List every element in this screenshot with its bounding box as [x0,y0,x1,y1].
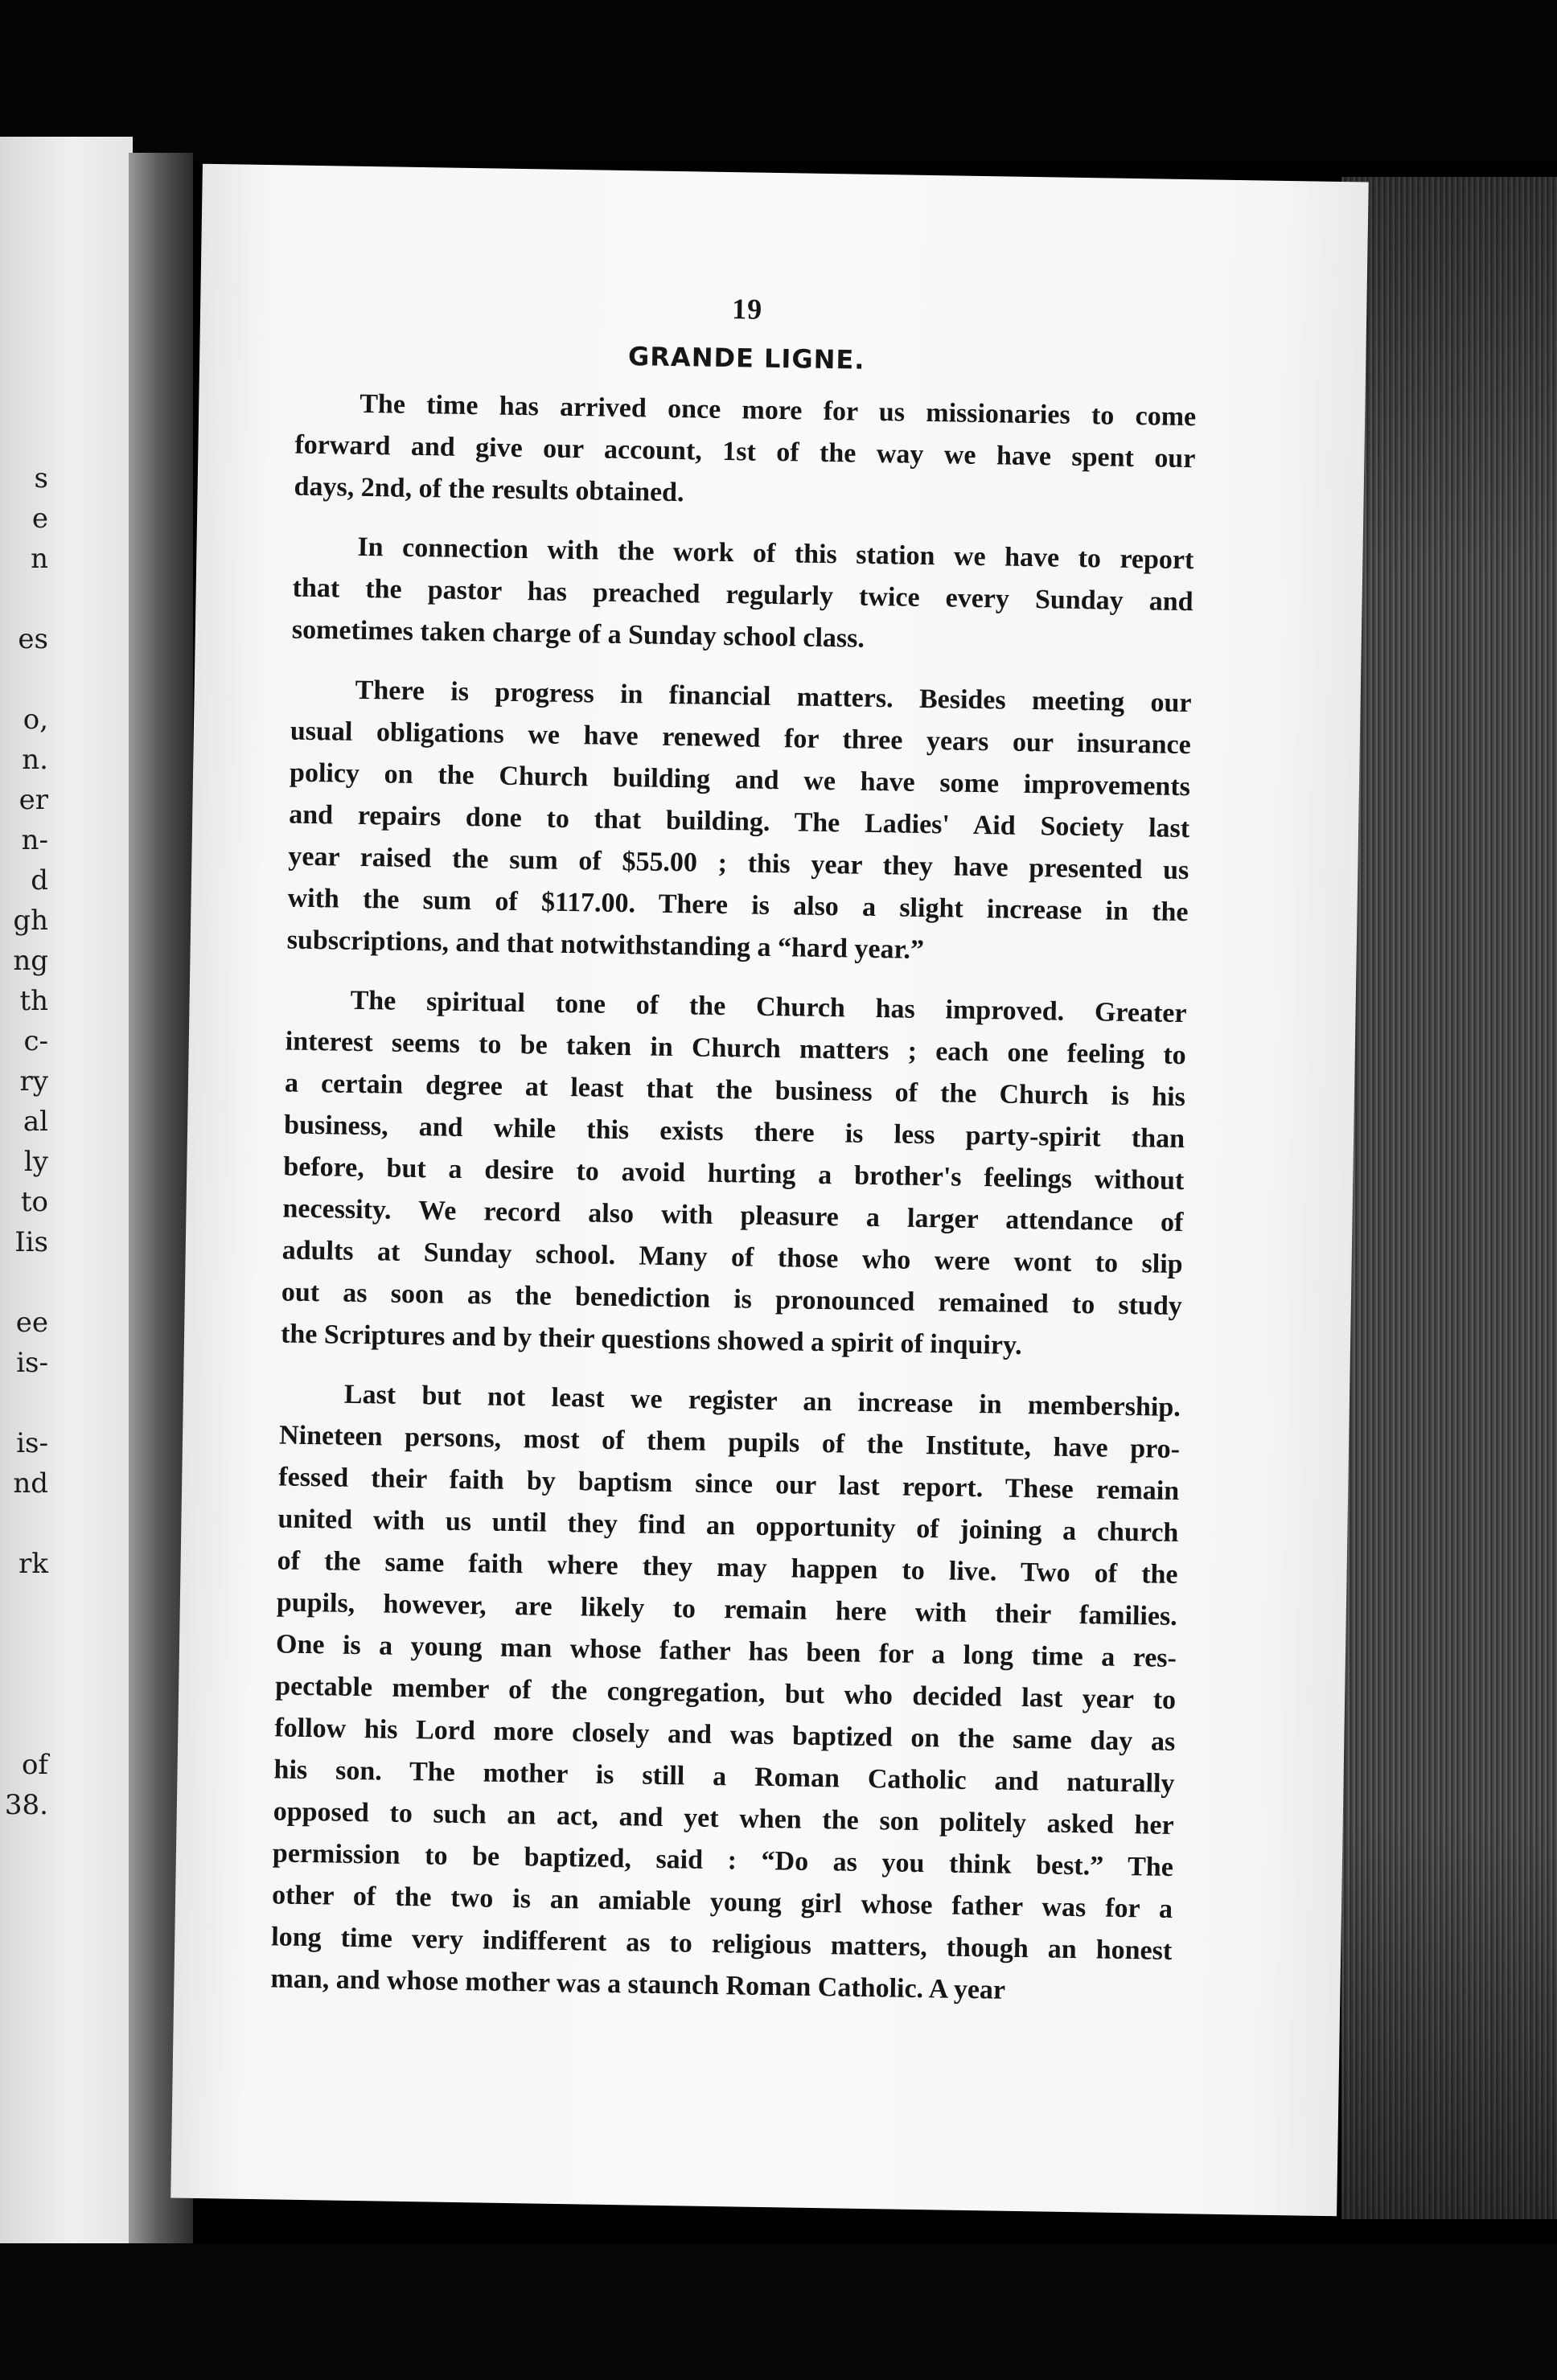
book-page [170,164,1369,2216]
text-line: One is a young man whose father has been for a long time a res- [275,1629,1177,1674]
facing-page-fragment: es [18,623,48,655]
scan-top-border [0,0,1557,161]
paragraph [281,979,1187,1370]
facing-page-fragment [0,1624,48,1664]
facing-page-fragment: th [19,985,48,1017]
facing-page-fragment: is- [16,1347,48,1379]
facing-page-fragment: o, [23,704,48,736]
facing-page-fragment [0,1383,48,1423]
text-line: long time very indifferent as to religious matters, though an honest [271,1922,1173,1966]
text-line: interest seems to be taken in Church matters ; each one feeling to [285,1026,1186,1071]
text-line: Last but not least we register an increase in membership. [343,1379,1181,1423]
facing-page-fragment: gh [13,905,48,937]
facing-page-fragment: 38. [4,1789,48,1821]
scan-bottom-border [0,2243,1557,2380]
text-line: Nineteen persons, most of them pupils of the Institute, have pro- [278,1420,1181,1465]
page-number: 19 [731,293,763,326]
text-line: sometimes taken charge of a Sunday school class. [291,614,865,654]
facing-page-fragment: ng [13,945,48,977]
text-line: his son. The mother is still a Roman Catholic and naturally [273,1754,1175,1799]
text-line: man, and whose mother was a staunch Roman Catholic. A year [270,1964,1006,2005]
text-line: forward and give our account, 1st of the way we have spent our [294,429,1196,474]
text-line: pupils, however, are likely to remain here with their families. [276,1587,1178,1632]
text-line: year raised the sum of $55.00 ; this year they have presented us [288,841,1189,886]
text-line: out as soon as the benediction is pronounced remained to study [281,1277,1183,1322]
text-line: permission to be baptized, said : “Do as you think best.” The [272,1838,1174,1882]
page-content [270,278,1198,2032]
text-line: necessity. We record also with pleasure a larger attendance of [282,1193,1184,1238]
facing-page-left [0,137,133,2259]
text-line: business, and while this exists there is less party-spirit than [283,1110,1185,1155]
facing-page-fragment: d [31,864,48,897]
text-line: follow his Lord more closely and was baptized on the same day as [274,1713,1176,1758]
facing-page-fragment: c- [23,1025,48,1057]
facing-page-fragment [0,1705,48,1745]
text-line: The time has arrived once more for us missionaries to come [359,388,1197,433]
facing-page-fragment: n- [21,824,48,856]
text-line: that the pastor has preached regularly twice every Sunday and [292,572,1193,618]
section-heading: GRANDE LIGNE. [627,341,865,375]
facing-page-fragment: ly [23,1146,48,1178]
paragraph [291,526,1193,666]
facing-page-fragment: e [31,503,48,535]
text-line: usual obligations we have renewed for three years our insurance [290,716,1192,761]
facing-page-fragment [0,659,48,700]
text-line: In connection with the work of this station we have to report [357,531,1194,576]
facing-page-fragment: rk [18,1548,48,1580]
facing-page-fragment: al [23,1106,48,1138]
facing-page-fragment: Iis [14,1226,48,1258]
text-line: subscriptions, and that notwithstanding a “hard year.” [286,925,925,965]
facing-page-fragment: of [21,1749,48,1781]
paragraph [286,669,1192,976]
facing-page-fragment: nd [13,1467,48,1500]
text-line: days, 2nd, of the results obtained. [294,471,684,508]
facing-page-fragment: n [31,543,48,575]
facing-page-fragment: n. [22,744,48,776]
facing-page-fragment: s [34,462,48,494]
facing-page-fragment [0,1664,48,1705]
facing-page-fragment: is- [16,1427,48,1459]
text-line: a certain degree at least that the business of the Church is his [284,1068,1186,1113]
text-line: of the same faith where they may happen to live. Two of the [277,1545,1178,1590]
text-line: adults at Sunday school. Many of those who were wont to slip [281,1235,1183,1280]
text-line: united with us until they find an opportunity of joining a church [277,1504,1179,1549]
paragraph [294,383,1196,523]
text-line: fessed their faith by baptism since our last report. These remain [278,1462,1180,1507]
facing-page-fragment: to [20,1186,48,1218]
facing-page-fragment [0,1584,48,1624]
text-line: pectable member of the congregation, but who decided last year to [274,1671,1177,1716]
text-line: There is progress in financial matters. Besides meeting our [355,675,1192,719]
text-line: before, but a desire to avoid hurting a brother's feelings without [283,1151,1185,1196]
facing-page-text-fragments [0,458,48,1825]
text-line: opposed to such an act, and yet when the son politely asked her [273,1796,1174,1840]
facing-page-fragment [0,1262,48,1303]
body-text [270,383,1196,2014]
text-line: policy on the Church building and we have some improvements [289,757,1191,802]
text-line: and repairs done to that building. The Ladies' Aid Society last [288,799,1190,844]
facing-page-fragment: er [18,784,48,816]
facing-page-fragment [0,1504,48,1544]
text-line: The spiritual tone of the Church has improved. Greater [350,985,1187,1029]
facing-page-fragment [0,579,48,619]
paragraph [270,1373,1181,2013]
book-page-edges [1341,177,1557,2219]
text-line: other of the two is an amiable young girl whose father was for a [271,1880,1173,1924]
text-line: the Scriptures and by their questions showed a spirit of inquiry. [280,1319,1022,1360]
facing-page-fragment: ry [19,1065,48,1098]
facing-page-fragment: ee [15,1307,48,1339]
text-line: with the sum of $117.00. There is also a slight increase in the [287,883,1189,928]
